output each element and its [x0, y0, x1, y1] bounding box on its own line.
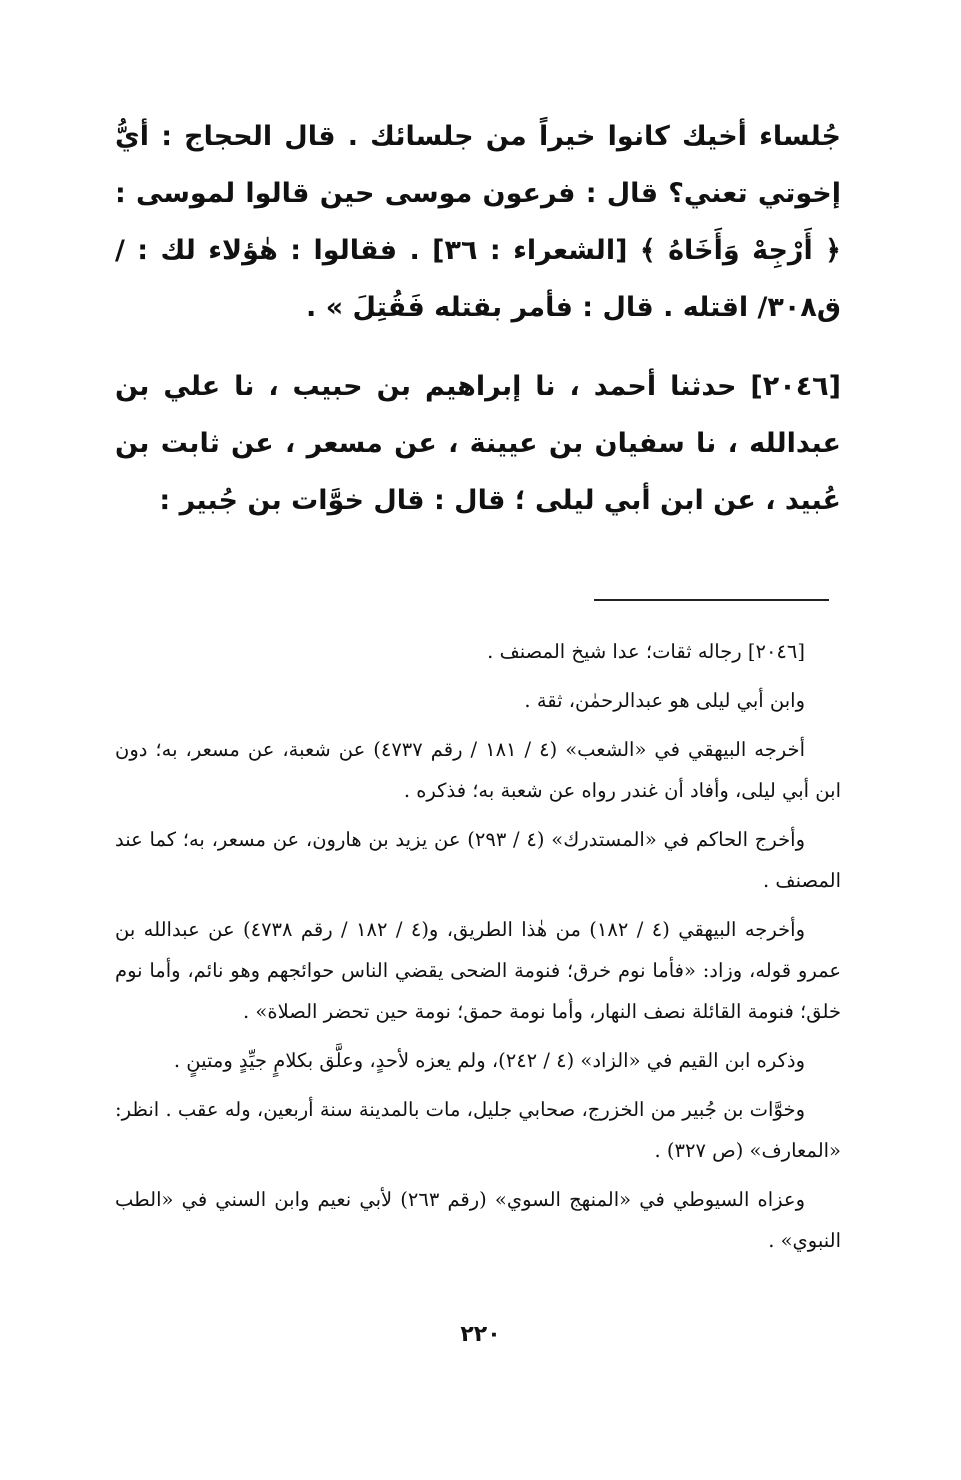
footnote-6: وذكره ابن القيم في «الزاد» (٤ / ٢٤٢)، ولم يعزه لأحدٍ، وعلَّق بكلامٍ جيِّدٍ ومتينٍ .: [173, 1049, 805, 1072]
footnotes: [115, 631, 841, 1261]
footnote-1: [٢٠٤٦] رجاله ثقات؛ عدا شيخ المصنف .: [487, 640, 805, 663]
footnote-divider: [594, 599, 829, 601]
footnote-2: وابن أبي ليلى هو عبدالرحمٰن، ثقة .: [524, 689, 805, 712]
footnote-4: وأخرج الحاكم في «المستدرك» (٤ / ٢٩٣) عن يزيد بن هارون، عن مسعر، به؛ كما عند المصنف .: [115, 828, 841, 892]
footnote-7: وخوَّات بن جُبير من الخزرج، صحابي جليل، مات بالمدينة سنة أربعين، وله عقب . انظر: «المعارف» (ص ٣٢٧) .: [115, 1098, 841, 1162]
footnote-5: وأخرجه البيهقي (٤ / ١٨٢) من هٰذا الطريق، و(٤ / ١٨٢ / رقم ٤٧٣٨) عن عبدالله بن عمرو قوله، وزاد: «فأما نوم خرق؛ فنومة الضحى يقضي الناس حوائجهم وهو نائم، وأما نوم خلق؛ فنومة القائلة نصف النهار، وأما نومة حمق؛ نومة حين تحضر الصلاة» .: [115, 918, 841, 1023]
footnote-3: أخرجه البيهقي في «الشعب» (٤ / ١٨١ / رقم ٤٧٣٧) عن شعبة، عن مسعر، به؛ دون ابن أبي ليلى، وأفاد أن غندر رواه عن شعبة به؛ فذكره .: [115, 738, 841, 802]
footnote-divider-wrap: [115, 529, 841, 601]
footnote-8: وعزاه السيوطي في «المنهج السوي» (رقم ٢٦٣) لأبي نعيم وابن السني في «الطب النبوي» .: [115, 1188, 841, 1252]
main-text: [115, 108, 841, 529]
main-paragraph-1: جُلساء أخيك كانوا خيراً من جلسائك . قال الحجاج : أيُّ إخوتي تعني؟ قال : فرعون موسى حين قالوا لموسى : ﴿ أَرْجِهْ وَأَخَاهُ ﴾ [الشعراء : ٣٦] . فقالوا : هٰؤلاء لك : / ق٣٠٨/ اقتله . قال : فأمر بقتله فَقُتِلَ » .: [115, 121, 841, 323]
main-paragraph-2: [٢٠٤٦] حدثنا أحمد ، نا إبراهيم بن حبيب ، نا علي بن عبدالله ، نا سفيان بن عيينة ، عن مسعر ، عن ثابت بن عُبيد ، عن ابن أبي ليلى ؛ قال : قال خوَّات بن جُبير :: [115, 371, 841, 516]
page-number: ٢٢٠: [460, 1322, 501, 1347]
